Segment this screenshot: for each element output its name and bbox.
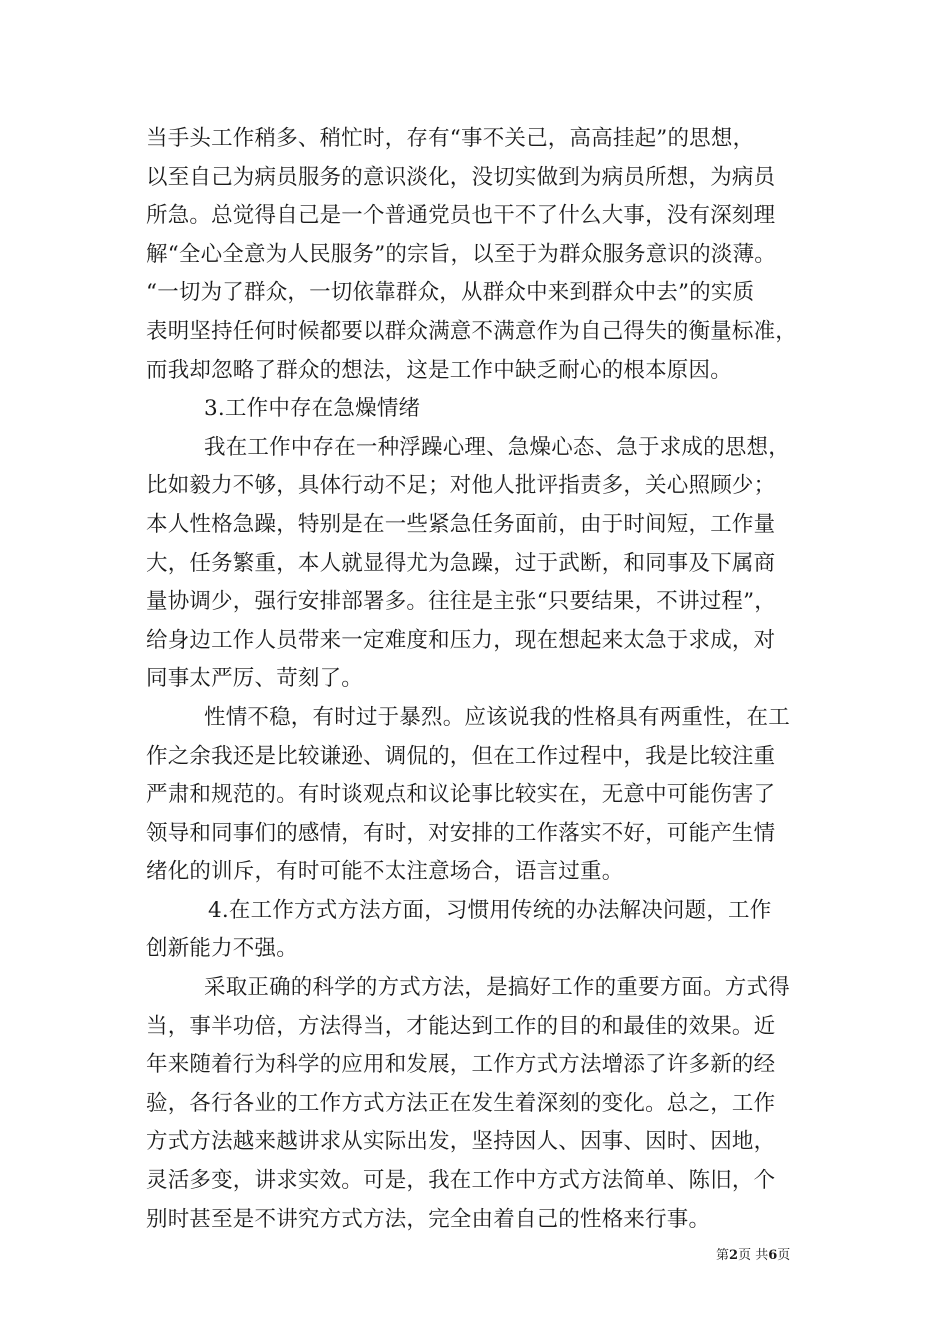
footer-prefix: 第 [716,1248,730,1263]
text-line: 年来随着行为科学的应用和发展，工作方式方法增添了许多新的经 [146,1052,776,1078]
text-line: 别时甚至是不讲究方式方法，完全由着自己的性格来行事。 [146,1206,711,1232]
text-line: 以至自己为病员服务的意识淡化，没切实做到为病员所想，为病员 [146,164,776,190]
text-line: 创新能力不强。 [146,936,298,962]
text-line: 严肃和规范的。有时谈观点和议论事比较实在，无意中可能伤害了 [146,782,776,808]
text-line: 解“全心全意为人民服务”的宗旨，以至于为群众服务意识的淡薄。 [146,241,776,267]
footer-middle: 页 共 [738,1248,769,1263]
text-line: 当，事半功倍，方法得当，才能达到工作的目的和最佳的效果。近 [146,1013,776,1039]
text-line: 绪化的训斥，有时可能不太注意场合，语言过重。 [146,859,624,885]
document-body [146,120,814,1239]
text-line: 同事太严厉、苛刻了。 [146,666,364,692]
text-line: 4.在工作方式方法方面，习惯用传统的办法解决问题，工作 [208,897,772,923]
text-line: 采取正确的科学的方式方法，是搞好工作的重要方面。方式得 [204,975,790,1001]
text-line: 我在工作中存在一种浮躁心理、急燥心态、急于求成的思想， [204,434,790,460]
text-line: 量协调少，强行安排部署多。往往是主张“只要结果，不讲过程”， [146,589,776,615]
total-page-count: 6 [768,1248,778,1263]
page-number-footer [716,1248,790,1264]
footer-suffix: 页 [777,1248,791,1263]
text-line: 领导和同事们的感情，有时，对安排的工作落实不好，可能产生情 [146,820,776,846]
text-line: 比如毅力不够，具体行动不足；对他人批评指责多，关心照顾少； [146,473,776,499]
text-line: 性情不稳，有时过于暴烈。应该说我的性格具有两重性，在工 [204,704,790,730]
text-line: 3.工作中存在急燥情绪 [204,396,421,422]
text-line: 而我却忽略了群众的想法，这是工作中缺乏耐心的根本原因。 [146,357,732,383]
text-line: 灵活多变，讲求实效。可是，我在工作中方式方法简单、陈旧，个 [146,1168,776,1194]
text-line: 给身边工作人员带来一定难度和压力，现在想起来太急于求成，对 [146,627,776,653]
text-line: 当手头工作稍多、稍忙时，存有“事不关己，高高挂起”的思想， [146,126,755,151]
text-line: 表明坚持任何时候都要以群众满意不满意作为自己得失的衡量标准， [146,318,798,344]
text-line: “一切为了群众，一切依靠群众，从群众中来到群众中去”的实质 [146,280,755,306]
text-line: 所急。总觉得自己是一个普通党员也干不了什么大事，没有深刻理 [146,203,776,229]
current-page-number: 2 [729,1248,739,1263]
text-line: 方式方法越来越讲求从实际出发，坚持因人、因事、因时、因地， [146,1129,776,1155]
text-line: 大，任务繁重，本人就显得尤为急躁，过于武断，和同事及下属商 [146,550,776,576]
text-line: 本人性格急躁，特别是在一些紧急任务面前，由于时间短，工作量 [146,511,776,537]
text-line: 作之余我还是比较谦逊、调侃的，但在工作过程中，我是比较注重 [146,743,776,769]
text-line: 验，各行各业的工作方式方法正在发生着深刻的变化。总之，工作 [146,1090,776,1116]
